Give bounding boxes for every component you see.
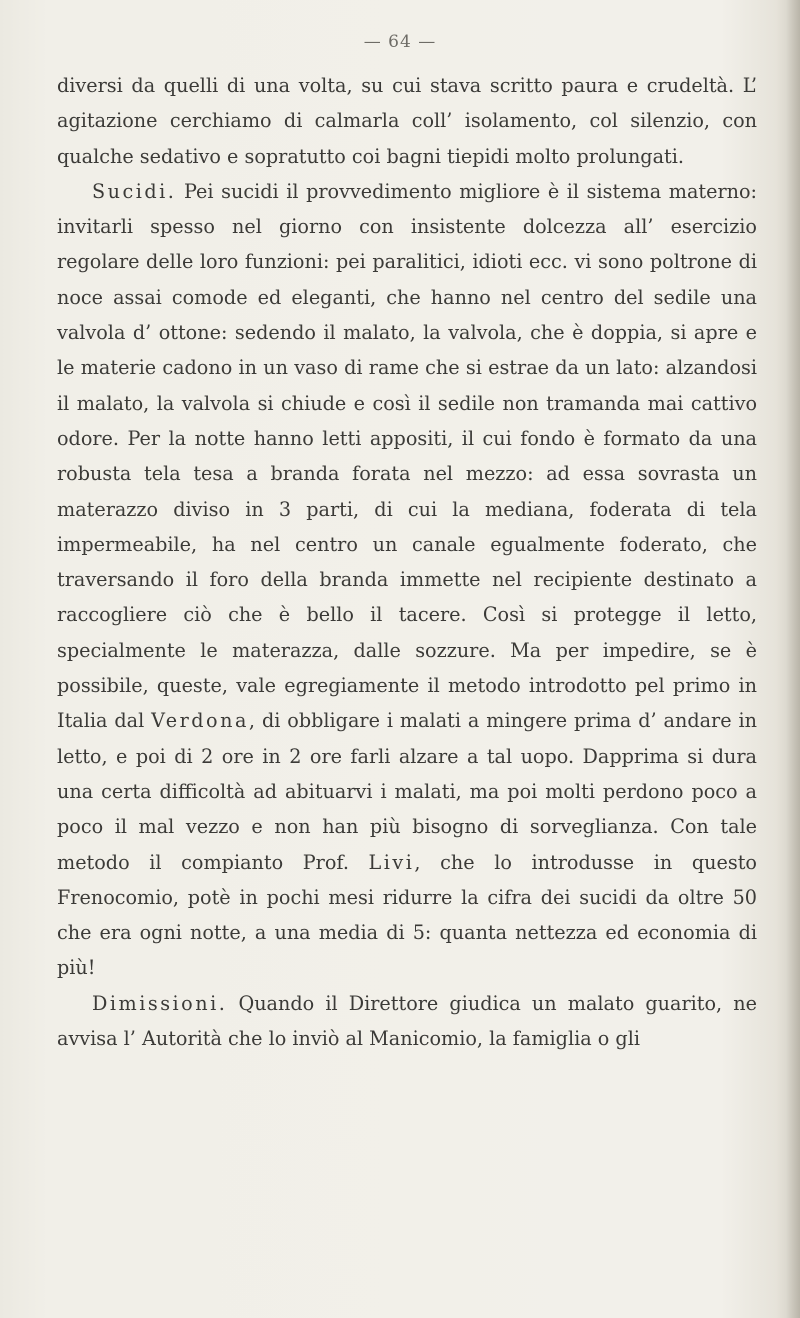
- paragraph-continuation: [57, 68, 757, 174]
- page-number: — 64 —: [363, 32, 437, 52]
- body-text: [57, 68, 757, 1056]
- name-livi: Livi: [368, 850, 415, 874]
- name-verdona: Verdona: [151, 709, 249, 733]
- paragraph-text: Quando il Direttore giudica un malato guarito, ne avvisa l’ Autorità che lo inviò al Manicomio, la famiglia o gli: [57, 991, 757, 1051]
- paragraph-text: Pei sucidi il provvedimento migliore è il sistema materno: invitarli spesso nel giorno con insistente dolcezza all’ esercizio regolare delle loro funzioni: pei paralitici, idioti ecc. vi sono poltrone di noce assai comode ed eleganti, che hanno nel centro del sedile una valvola d’ ottone: sedendo il malato, la valvola, che è doppia, si apre e le materie cadono in un vaso di rame che si estrae da un lato: alzandosi il malato, la valvola si chiude e così il sedile non tramanda mai cattivo odore. Per la notte hanno letti appositi, il cui fondo è formato da una robusta tela tesa a branda forata nel mezzo: ad essa sovrasta un materazzo diviso in 3 parti, di cui la mediana, foderata di tela impermeabile, ha nel centro un canale egualmente foderato, che traversando il foro della branda immette nel recipiente destinato a raccogliere ciò che è bello il tacere. Così si protegge il letto, specialmente le materazza, dalle sozzure. Ma per impedire, se è possibile, queste, vale egregiamente il metodo introdotto pel primo in Italia dal: [57, 179, 757, 733]
- paragraph-text: diversi da quelli di una volta, su cui stava scritto paura e crudeltà. L’ agitazione cerchiamo di calmarla coll’ isolamento, col silenzio, con qualche sedativo e sopratutto coi bagni tiepidi molto prolungati.: [57, 74, 757, 168]
- paragraph-sucidi: [57, 174, 757, 986]
- paragraph-text: , di obbligare i malati a mingere prima d’ andare in letto, e poi di 2 ore in 2 ore farli alzare a tal uopo. Dapprima si dura una certa difficoltà ad abituarvi i malati, ma poi molti perdono poco a poco il mal vezzo e non han più bisogno di sorveglianza. Con tale metodo il compianto Prof.: [57, 709, 757, 874]
- section-heading-dimissioni: Dimissioni.: [92, 991, 228, 1015]
- paragraph-dimissioni: [57, 986, 757, 1057]
- paragraph-text: , che lo introdusse in questo Frenocomio, potè in pochi mesi ridurre la cifra dei sucidi da oltre 50 che era ogni notte, a una media di 5: quanta nettezza ed economia di più!: [57, 850, 757, 980]
- page-edge-shadow: [786, 0, 800, 1318]
- section-heading-sucidi: Sucidi.: [92, 179, 177, 203]
